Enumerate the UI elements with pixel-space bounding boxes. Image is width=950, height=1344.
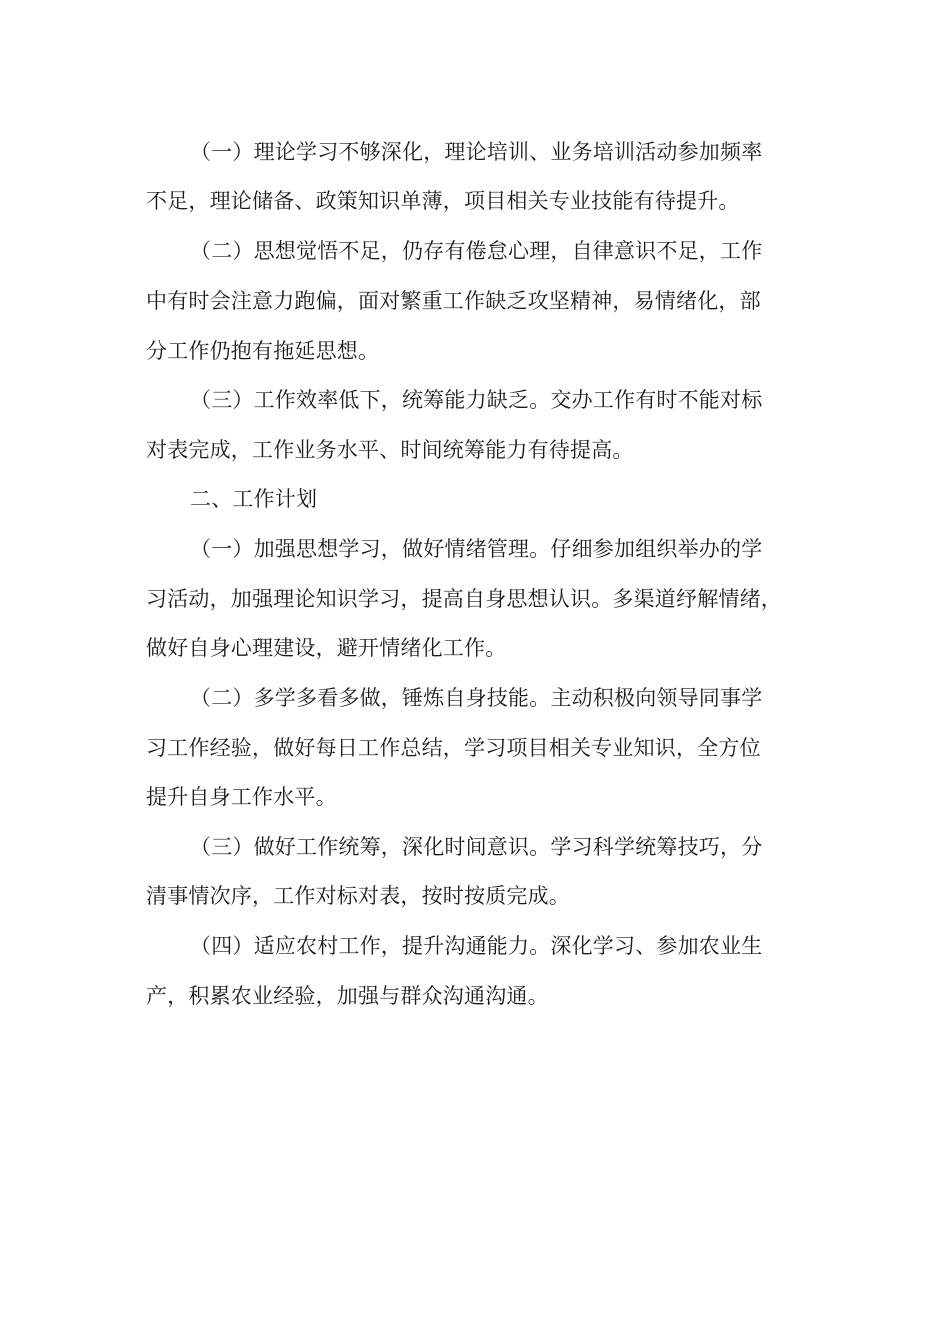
paragraph-problem-1-line-1: （一）理论学习不够深化，理论培训、业务培训活动参加频率 bbox=[190, 140, 763, 164]
paragraph-plan-3-line-2: 清事情次序，工作对标对表，按时按质完成。 bbox=[146, 884, 570, 908]
paragraph-plan-1-line-2: 习活动，加强理论知识学习，提高自身思想认识。多渠道纾解情绪， bbox=[146, 587, 782, 611]
paragraph-plan-2-line-1: （二）多学多看多做，锤炼自身技能。主动积极向领导同事学 bbox=[190, 686, 763, 710]
paragraph-problem-1-line-2: 不足，理论储备、政策知识单薄，项目相关专业技能有待提升。 bbox=[146, 189, 740, 213]
paragraph-plan-4-line-1: （四）适应农村工作，提升沟通能力。深化学习、参加农业生 bbox=[190, 934, 763, 958]
section-heading-work-plan: 二、工作计划 bbox=[190, 487, 318, 511]
paragraph-problem-3-line-2: 对表完成，工作业务水平、时间统筹能力有待提高。 bbox=[146, 438, 634, 462]
paragraph-problem-2-line-2: 中有时会注意力跑偏，面对繁重工作缺乏攻坚精神，易情绪化，部 bbox=[146, 289, 761, 313]
paragraph-problem-3-line-1: （三）工作效率低下，统筹能力缺乏。交办工作有时不能对标 bbox=[190, 388, 763, 412]
paragraph-plan-3-line-1: （三）做好工作统筹，深化时间意识。学习科学统筹技巧，分 bbox=[190, 835, 763, 859]
paragraph-plan-2-line-2: 习工作经验，做好每日工作总结，学习项目相关专业知识，全方位 bbox=[146, 736, 761, 760]
paragraph-plan-2-line-3: 提升自身工作水平。 bbox=[146, 785, 337, 809]
paragraph-problem-2-line-3: 分工作仍抱有拖延思想。 bbox=[146, 339, 380, 363]
paragraph-problem-2-line-1: （二）思想觉悟不足，仍存有倦怠心理，自律意识不足，工作 bbox=[190, 239, 763, 263]
paragraph-plan-4-line-2: 产，积累农业经验，加强与群众沟通沟通。 bbox=[146, 984, 549, 1008]
paragraph-plan-1-line-3: 做好自身心理建设，避开情绪化工作。 bbox=[146, 636, 507, 660]
paragraph-plan-1-line-1: （一）加强思想学习，做好情绪管理。仔细参加组织举办的学 bbox=[190, 537, 763, 561]
